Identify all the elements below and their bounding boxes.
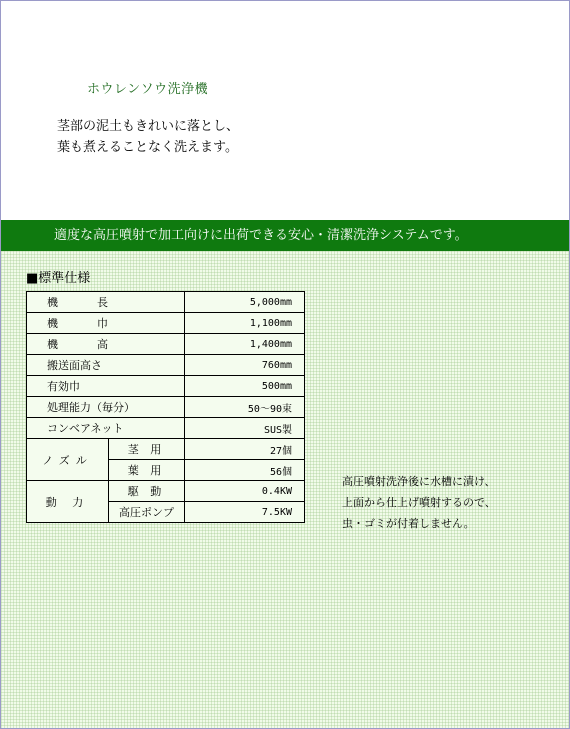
table-row	[27, 418, 305, 439]
spec-value-effective-width: 500mm	[185, 376, 305, 397]
spec-value-length: 5,000mm	[185, 292, 305, 313]
table-row	[27, 397, 305, 418]
banner	[1, 220, 569, 251]
spec-heading: ■標準仕様	[26, 271, 91, 286]
intro-line-2: 葉も煮えることなく洗えます。	[57, 140, 238, 155]
spec-label-power-pump: 高圧ポンプ	[109, 502, 185, 523]
spec-group-nozzle: ノズル	[27, 439, 109, 481]
table-row	[27, 439, 305, 460]
spec-label-nozzle-leaf: 葉 用	[109, 460, 185, 481]
spec-value-width: 1,100mm	[185, 313, 305, 334]
intro-text	[57, 116, 239, 158]
product-title: ホウレンソウ洗浄機	[87, 82, 209, 97]
spec-value-nozzle-stem: 27個	[185, 439, 305, 460]
banner-text: 適度な高圧噴射で加工向けに出荷できる安心・清潔洗浄システムです。	[54, 228, 468, 243]
table-row	[27, 334, 305, 355]
table-row	[27, 481, 305, 502]
intro-section	[1, 1, 569, 219]
spec-label-conveyor-height: 搬送面高さ	[27, 355, 185, 376]
spec-value-height: 1,400mm	[185, 334, 305, 355]
spec-label-effective-width: 有効巾	[27, 376, 185, 397]
spec-value-conveyor-height: 760mm	[185, 355, 305, 376]
notes-text	[342, 471, 496, 534]
table-row	[27, 292, 305, 313]
spec-label-height: 機 高	[27, 334, 185, 355]
spec-label-conveyor-net: コンベアネット	[27, 418, 185, 439]
spec-table	[26, 291, 305, 523]
spec-label-power-drive: 駆 動	[109, 481, 185, 502]
notes-line-3: 虫・ゴミが付着しません。	[342, 517, 475, 530]
spec-label-length: 機 長	[27, 292, 185, 313]
spec-value-power-drive: 0.4KW	[185, 481, 305, 502]
table-row	[27, 313, 305, 334]
spec-group-power: 動 力	[27, 481, 109, 523]
notes-line-1: 高圧噴射洗浄後に水槽に漬け、	[342, 475, 496, 488]
table-row	[27, 376, 305, 397]
spec-value-power-pump: 7.5KW	[185, 502, 305, 523]
spec-value-capacity: 50〜90束	[185, 397, 305, 418]
spec-value-conveyor-net: SUS製	[185, 418, 305, 439]
spec-value-nozzle-leaf: 56個	[185, 460, 305, 481]
notes-line-2: 上面から仕上げ噴射するので、	[342, 496, 496, 509]
table-row	[27, 355, 305, 376]
spec-label-width: 機 巾	[27, 313, 185, 334]
intro-line-1: 茎部の泥土もきれいに落とし、	[57, 119, 240, 134]
spec-label-nozzle-stem: 茎 用	[109, 439, 185, 460]
spec-label-capacity: 処理能力（毎分）	[27, 397, 185, 418]
